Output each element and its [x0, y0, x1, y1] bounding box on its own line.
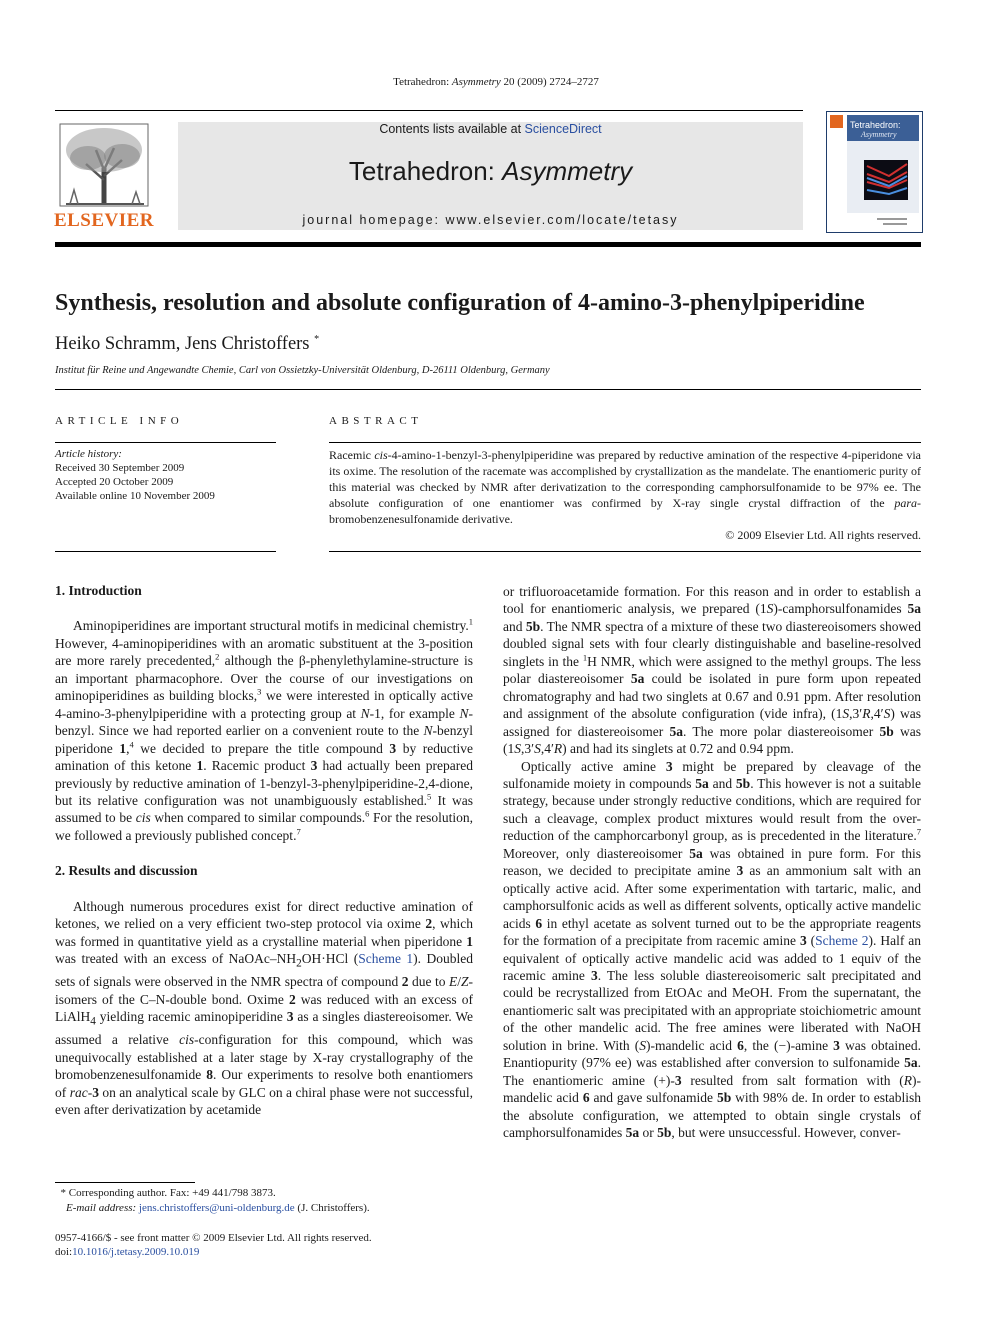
paragraph: or trifluoroacetamide formation. For this reason and in order to establish a tool for enantiomeric analysis, we prepared (1S)-camphorsulfonamides 5a and 5b. The NMR spectra of a mixture of these two diastereoisomers showed doubled signal sets with four clearly distinguishable and baseline-resolved singlets in the $^1$H NMR, which were assigned to the methyl groups. The less polar diastereoisomer 5a could be isolated in pure form upon repeated chromatography and had two singlets at 0.67 and 0.91 ppm. After resolution and assignment of the absolute configuration (vide infra), (1S,3′R,4′S) was assigned for diastereoisomer 5a. The more polar diastereoisomer 5b was (1S,3′S,4′R) and had its singlets at 0.72 and 0.94 ppm.	[503, 584, 922, 757]
affiliation: Institut für Reine und Angewandte Chemie, Carl von Ossietzky-Universität Oldenburg, D-26111 Oldenburg, Germany	[55, 365, 550, 376]
contents-line: Contents lists available at ScienceDirect	[379, 122, 602, 136]
corresponding-author-mark[interactable]: *	[314, 334, 320, 345]
article-history: Article history: Received 30 September 2009 Accepted 20 October 2009 Available online 10 November 2009	[55, 448, 215, 502]
article-info-heading: ARTICLE INFO	[55, 415, 184, 427]
journal-citation: Tetrahedron: Asymmetry 20 (2009) 2724–2727	[393, 76, 599, 88]
author-email-link[interactable]: jens.christoffers@uni-oldenburg.de	[138, 1201, 295, 1214]
paragraph: Aminopiperidines are important structural motifs in medicinal chemistry.$^1$ However, 4-aminopiperidines with an aromatic substituent at the 3-position are more rarely precedented,$^2$ although the β-phenylethylamine-structure is an important pharmacophore. Over the course of our investigations on aminopiperidines as building blocks,$^3$ we were interested in optically active 4-amino-3-phenylpiperidine with a protecting group at N-1, for example N-benzyl. Since we had reported earlier on a convenient route to the N-benzyl piperidone 1,$^4$ we decided to prepare the title compound 3 by reductive amination of this ketone 1. Racemic product 3 had actually been prepared previously by reductive amination of 1-benzyl-3-phenylpiperidine-2,4-dione, but its relative configuration was not unambiguously established.$^5$ It was assumed to be cis when compared to similar compounds.$^6$ For the resolution, we followed a previously published concept.$^7$	[55, 616, 474, 843]
footnote-rule	[55, 1182, 195, 1183]
cover-subtitle: Asymmetry	[861, 130, 897, 139]
doi-link[interactable]: 10.1016/j.tetasy.2009.10.019	[72, 1246, 200, 1258]
copyright-line: © 2009 Elsevier Ltd. All rights reserved.	[725, 528, 921, 542]
header-thick-rule	[55, 242, 921, 247]
sciencedirect-link[interactable]: ScienceDirect	[524, 122, 602, 136]
article-info-rule	[55, 551, 276, 552]
footnote: * Corresponding author. Fax: +49 441/798 3873. E-mail address: jens.christoffers@uni-oldenburg.de (J. Christoffers).	[55, 1187, 370, 1214]
left-column	[55, 582, 473, 1119]
front-matter: 0957-4166/$ - see front matter © 2009 Elsevier Ltd. All rights reserved. doi:10.1016/j.tetasy.2009.10.019	[55, 1232, 372, 1258]
section-heading: 1. Introduction	[55, 583, 142, 598]
right-column	[503, 583, 921, 1142]
section-heading: 2. Results and discussion	[55, 863, 198, 879]
header-rule	[55, 110, 803, 111]
paragraph: Optically active amine 3 might be prepared by cleavage of the sulfonamide moiety in compounds 5a and 5b. This however is not a suitable strategy, because under strongly reductive conditions, which are required for such a cleavage, complex product mixtures would result from the over-reduction of the camphorcarbonyl group, as is precedented in the literature.$^7$ Moreover, only diastereoisomer 5a was obtained in pure form. For this reason, we decided to precipitate amine 3 as an ammonium salt with an optically active acid. After some experimentation with tartaric, malic, and camphorsulfonic acids as well as different solvents, optically active mandelic acids 6 in ethyl acetate as solvent turned out to be the appropriate reagents for the formation of a precipitate from racemic amine 3 (Scheme 2). Half an equivalent of optically active mandelic acid was added to 1 equiv of the racemic amine 3. The less soluble diastereoisomeric salt precipitated and could be recrystallized from EtOAc and MeOH. From the supernatant, the enantiomeric salt was precipitated with an appropriate stoichiometric amount of the other mandelic acid. The free amines were liberated with NaOH solution in brine. With (S)-mandelic acid 6, the (−)-amine 3 was obtained. Enantiopurity (97% ee) was established after conversion to sulfonamide 5a. The enantiomeric amine (+)-3 resulted from salt formation with (R)-mandelic acid 6 and gave sulfonamide 5b with 98% de. In order to establish the absolute configuration, we attempted to obtain single crystals of camphorsulfonamides 5a or 5b, but were unsuccessful. However, conver-	[503, 758, 921, 1141]
abstract-heading: ABSTRACT	[329, 415, 423, 427]
paragraph: Although numerous procedures exist for direct reductive amination of ketones, we relied on a very efficient two-step protocol via oxime 2, which was formed in quantitative yield as a crystalline material when piperidone 1 was treated with an excess of NaOAc–$NH_2OH\cdot HCl$ (Scheme 1). Doubled sets of signals were observed in the NMR spectra of compound 2 due to E/Z-isomers of the C–N-double bond. Oxime 2 was reduced with an excess of LiAlH$_4$ yielding racemic aminopiperidine 3 as a singles diastereoisomer. We assumed a relative cis-configuration for this compound, which was unequivocally established at a later stage by X-ray crystallography of the bromobenzenesulfonamide 8. Our experiments to resolve both enantiomers of rac-3 on an analytical scale by GLC on a chiral phase were not successful, even after derivatization by acetamide	[55, 898, 474, 1118]
journal-title: Tetrahedron: Asymmetry	[348, 156, 633, 186]
journal-homepage[interactable]: journal homepage: www.elsevier.com/locate/tetasy	[302, 213, 679, 227]
abstract-rule	[329, 551, 921, 552]
abstract-text: Racemic cis-4-amino-1-benzyl-3-phenylpiperidine was prepared by reductive amination of the respective 4-piperidone via its oxime. The resolution of the racemate was accomplished by crystallization as the mandelate. The enantiomeric purity of this material was checked by NMR after derivatization to the corresponding camphorsulfonamide to be 97% ee. The absolute configuration of one enantiomer was confirmed by X-ray single crystal diffraction of the para-bromobenzenesulfonamide derivative. © 2009 Elsevier Ltd. All rights reserved.	[329, 448, 921, 542]
author-list: Heiko Schramm, Jens Christoffers *	[55, 334, 320, 355]
article-info-rule	[55, 442, 276, 443]
article-title: Synthesis, resolution and absolute configuration of 4-amino-3-phenylpiperidine	[55, 290, 865, 316]
abstract-rule	[329, 442, 921, 443]
elsevier-wordmark: ELSEVIER	[53, 210, 155, 231]
title-rule	[55, 389, 921, 390]
journal-cover-image	[826, 111, 923, 233]
cover-title: Tetrahedron:	[850, 120, 901, 130]
